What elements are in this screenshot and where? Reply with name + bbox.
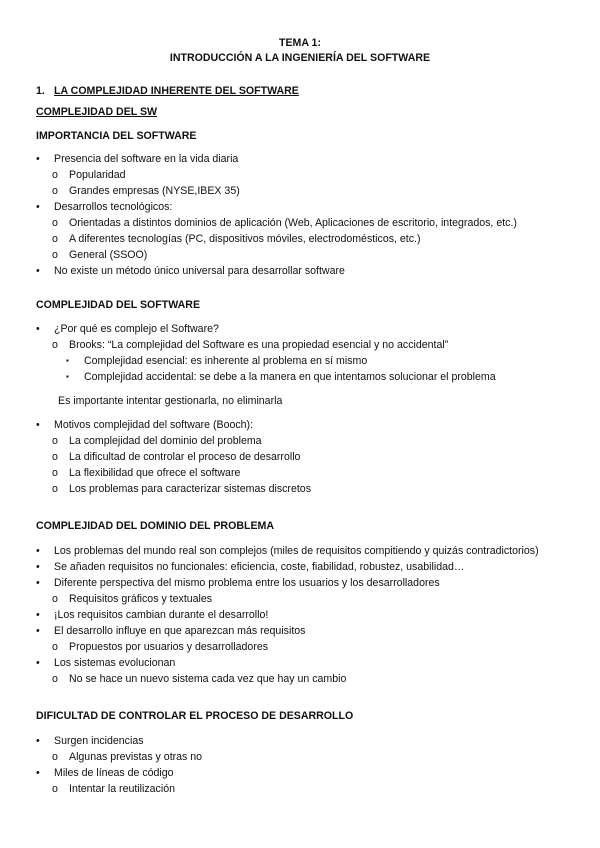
list-item: • Los problemas del mundo real son complejos (miles de requisitos compitiendo y quizás contradictorios) xyxy=(36,545,539,557)
list-dominio xyxy=(0,543,600,687)
list-item: ▪ Complejidad esencial: es inherente al problema en sí mismo xyxy=(66,355,368,367)
section-number: 1. xyxy=(36,85,45,97)
list-item: • Se añaden requisitos no funcionales: eficiencia, coste, fiabilidad, robustez, usabilidad… xyxy=(36,561,465,573)
circle-marker: o xyxy=(52,641,58,653)
list-item: • Miles de líneas de código xyxy=(36,767,174,779)
section-title: LA COMPLEJIDAD INHERENTE DEL SOFTWARE xyxy=(54,85,299,97)
list-item: o Los problemas para caracterizar sistemas discretos xyxy=(52,483,311,495)
list-item: o La complejidad del dominio del problema xyxy=(52,435,262,447)
circle-marker: o xyxy=(52,233,58,245)
circle-marker: o xyxy=(52,217,58,229)
bullet-marker: • xyxy=(36,561,40,573)
document-title-line1: TEMA 1: xyxy=(279,37,321,49)
bullet-marker: • xyxy=(36,153,40,165)
list-item: o Requisitos gráficos y textuales xyxy=(52,593,213,605)
list-item: • Motivos complejidad del software (Booch): xyxy=(36,419,254,431)
list-motivos xyxy=(0,417,600,497)
circle-marker: o xyxy=(52,783,58,795)
circle-marker: o xyxy=(52,169,58,181)
list-item: o La dificultad de controlar el proceso de desarrollo xyxy=(52,451,301,463)
bullet-marker: • xyxy=(36,657,40,669)
list-item: o Brooks: “La complejidad del Software es una propiedad esencial y no accidental” xyxy=(52,339,449,351)
bullet-marker: • xyxy=(36,419,40,431)
section-heading xyxy=(36,83,600,99)
circle-marker: o xyxy=(52,467,58,479)
heading-complejidad-sw: COMPLEJIDAD DEL SW xyxy=(36,106,158,118)
list-item: o Intentar la reutilización xyxy=(52,783,175,795)
list-item: o Propuestos por usuarios y desarrolladores xyxy=(52,641,269,653)
circle-marker: o xyxy=(52,451,58,463)
square-marker: ▪ xyxy=(66,356,69,365)
list-item: o Popularidad xyxy=(52,169,126,181)
list-dificultad xyxy=(0,733,600,797)
bullet-marker: • xyxy=(36,577,40,589)
list-complejidad-software xyxy=(0,321,600,385)
heading-dominio: COMPLEJIDAD DEL DOMINIO DEL PROBLEMA xyxy=(36,520,274,532)
bullet-marker: • xyxy=(36,201,40,213)
bullet-marker: • xyxy=(36,609,40,621)
circle-marker: o xyxy=(52,249,58,261)
list-item: o Algunas previstas y otras no xyxy=(52,751,203,763)
bullet-marker: • xyxy=(36,545,40,557)
list-item: • ¿Por qué es complejo el Software? xyxy=(36,323,219,335)
bullet-marker: • xyxy=(36,767,40,779)
heading-dificultad: DIFICULTAD DE CONTROLAR EL PROCESO DE DESARROLLO xyxy=(36,710,354,722)
circle-marker: o xyxy=(52,751,58,763)
list-item: o General (SSOO) xyxy=(52,249,148,261)
list-item: o No se hace un nuevo sistema cada vez que hay un cambio xyxy=(52,673,347,685)
circle-marker: o xyxy=(52,339,58,351)
note-gestionarla: Es importante intentar gestionarla, no eliminarla xyxy=(58,395,283,407)
circle-marker: o xyxy=(52,593,58,605)
bullet-marker: • xyxy=(36,323,40,335)
list-item: o Grandes empresas (NYSE,IBEX 35) xyxy=(52,185,240,197)
list-item: • El desarrollo influye en que aparezcan más requisitos xyxy=(36,625,306,637)
list-item: o A diferentes tecnologías (PC, dispositivos móviles, electrodomésticos, etc.) xyxy=(52,233,421,245)
bullet-marker: • xyxy=(36,625,40,637)
list-item: • Diferente perspectiva del mismo problema entre los usuarios y los desarrolladores xyxy=(36,577,440,589)
list-item: o La flexibilidad que ofrece el software xyxy=(52,467,241,479)
list-item: • ¡Los requisitos cambian durante el desarrollo! xyxy=(36,609,269,621)
circle-marker: o xyxy=(52,483,58,495)
square-marker: ▪ xyxy=(66,372,69,381)
document-title-line2: INTRODUCCIÓN A LA INGENIERÍA DEL SOFTWARE xyxy=(169,52,431,64)
circle-marker: o xyxy=(52,673,58,685)
list-item: o Orientadas a distintos dominios de aplicación (Web, Aplicaciones de escritorio, integrados, etc.) xyxy=(52,217,517,229)
list-item: • Presencia del software en la vida diaria xyxy=(36,153,239,165)
circle-marker: o xyxy=(52,185,58,197)
bullet-marker: • xyxy=(36,265,40,277)
list-item: • Surgen incidencias xyxy=(36,735,144,747)
list-importancia xyxy=(0,151,600,279)
circle-marker: o xyxy=(52,435,58,447)
heading-importancia: IMPORTANCIA DEL SOFTWARE xyxy=(36,130,197,142)
heading-complejidad-software: COMPLEJIDAD DEL SOFTWARE xyxy=(36,299,201,311)
list-item: • Los sistemas evolucionan xyxy=(36,657,176,669)
list-item: • No existe un método único universal para desarrollar software xyxy=(36,265,345,277)
list-item: • Desarrollos tecnológicos: xyxy=(36,201,173,213)
list-item: ▪ Complejidad accidental: se debe a la manera en que intentamos solucionar el problema xyxy=(66,371,496,383)
bullet-marker: • xyxy=(36,735,40,747)
